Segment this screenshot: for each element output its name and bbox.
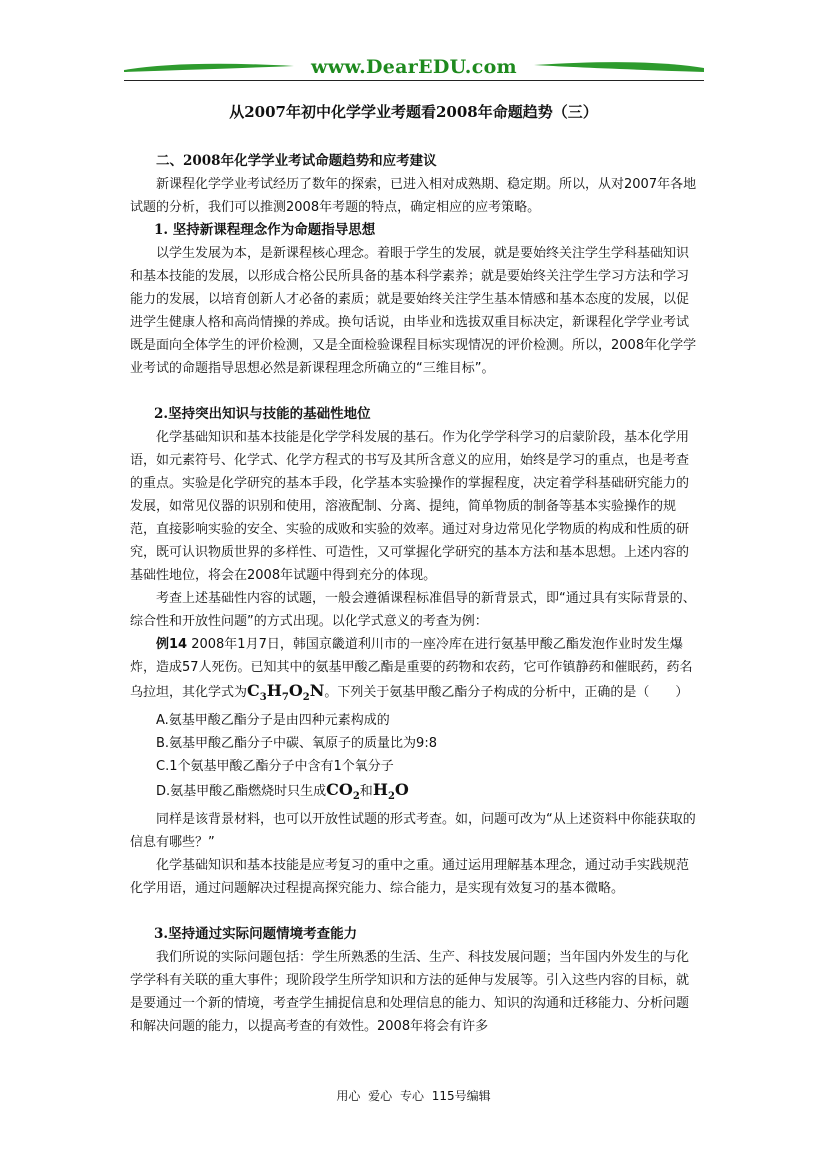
formula-co2: $CO_2$ [326, 780, 360, 803]
subsection-1-paragraph: 以学生发展为本，是新课程核心理念。着眼于学生的发展，就是要始终关注学生学科基础知识和基本技能的发展，以形成合格公民所具备的基本科学素养；就是要始终关注学生学习方法和学习能力的发展，以培育创新人才必备的素质；就是要始终关注学生基本情感和基本态度的发展，以促进学生健康人格和高尚情操的养成。换句话说，由毕业和选拔双重目标决定，新课程化学学业考试既是面向全体学生的评价检测，又是全面检验课程目标实现情况的评价检测。所以，2008年化学学业考试的命题指导思想必然是新课程理念所确立的“三维目标”。 [130, 246, 697, 376]
subsection-2-paragraph-1: 化学基础知识和基本技能是化学学科发展的基石。作为化学学科学习的启蒙阶段，基本化学用语，如元素符号、化学式、化学方程式的书写及其所含意义的应用，始终是学习的重点，也是考查的重点。实验是化学研究的基本手段，化学基本实验操作的掌握程度，决定着学科基础研究能力的发展，如常见仪器的识别和使用，溶液配制、分离、提纯，简单物质的制备等基本实验操作的规范，直接影响实验的安全、实验的成败和实验的效率。通过对身边常见化学物质的构成和性质的研究，既可认识物质世界的多样性、可造性，又可掌握化学研究的基本方法和基本思想。上述内容的基础性地位，将会在2008年试题中得到充分的体现。 [130, 430, 690, 583]
example-text-after: 。下列关于氨基甲酸乙酯分子构成的分析中，正确的是（ ） [324, 685, 689, 700]
chemical-formula: $C_3H_7O_2N$ [247, 681, 325, 704]
formula-h2o: $H_2O$ [372, 780, 409, 803]
option-a: A.氨基甲酸乙酯分子是由四种元素构成的 [156, 713, 390, 729]
subsection-1-heading: 1. 坚持新课程理念作为命题指导思想 [154, 222, 376, 238]
page-footer: 用心 爱心 专心 115号编辑 [336, 1089, 491, 1103]
subsection-2-paragraph-2: 考查上述基础性内容的试题，一般会遵循课程标准倡导的新背景式，即“通过具有实际背景的、综合性和开放性问题”的方式出现。以化学式意义的考查为例： [130, 591, 696, 629]
option-d: D.氨基甲酸乙酯燃烧时只生成$CO_2$和$H_2O$ [156, 780, 409, 803]
article-body [130, 150, 700, 1038]
site-url[interactable]: www.DearEDU.com [311, 56, 517, 78]
example-question [130, 633, 700, 709]
header-divider [124, 80, 704, 81]
option-b: B.氨基甲酸乙酯分子中碳、氧原子的质量比为9:8 [156, 736, 437, 752]
section-heading: 二、2008年化学学业考试命题趋势和应考建议 [156, 153, 437, 169]
intro-paragraph: 新课程化学学业考试经历了数年的探索，已进入相对成熟期、稳定期。所以，从对2007年各地试题的分析，我们可以推测2008年考题的特点，确定相应的应考策略。 [130, 177, 697, 215]
spacer [130, 380, 700, 403]
page-title: 从2007年初中化学学业考题看2008年命题趋势（三） [229, 103, 598, 121]
example-label: 例14 [156, 637, 188, 652]
subsection-2-heading: 2.坚持突出知识与技能的基础性地位 [154, 406, 371, 422]
subsection-2-paragraph-3: 同样是该背景材料，也可以开放性试题的形式考查。如，问题可改为“从上述资料中你能获取的信息有哪些？” [130, 812, 696, 851]
subsection-3-paragraph: 我们所说的实际问题包括：学生所熟悉的生活、生产、科技发展问题；当年国内外发生的与化学学科有关联的重大事件；现阶段学生所学知识和方法的延伸与发展等。引入这些内容的目标，就是要通过一个新的情境，考查学生捕捉信息和处理信息的能力、知识的沟通和迁移能力、分析问题和解决问题的能力，以提高考查的有效性。2008年将会有许多 [130, 950, 690, 1035]
subsection-2-paragraph-4: 化学基础知识和基本技能是应考复习的重中之重。通过运用理解基本理念，通过动手实践规范化学用语，通过问题解决过程提高探究能力、综合能力，是实现有效复习的基本微略。 [130, 858, 690, 897]
example-text-before: 2008年1月7日，韩国京畿道利川市的一座冷库在进行氨基甲酸乙酯发泡作业时发生爆炸，造成57人死伤。已知其中的氨基甲酸乙酯是重要的药物和农药，它可作镇静药和催眠药，药名乌拉坦，其化学式为 [130, 637, 693, 700]
spacer [130, 900, 700, 923]
subsection-3-heading: 3.坚持通过实际问题情境考查能力 [154, 926, 358, 943]
option-c: C.1个氨基甲酸乙酯分子中含有1个氧分子 [156, 759, 394, 775]
